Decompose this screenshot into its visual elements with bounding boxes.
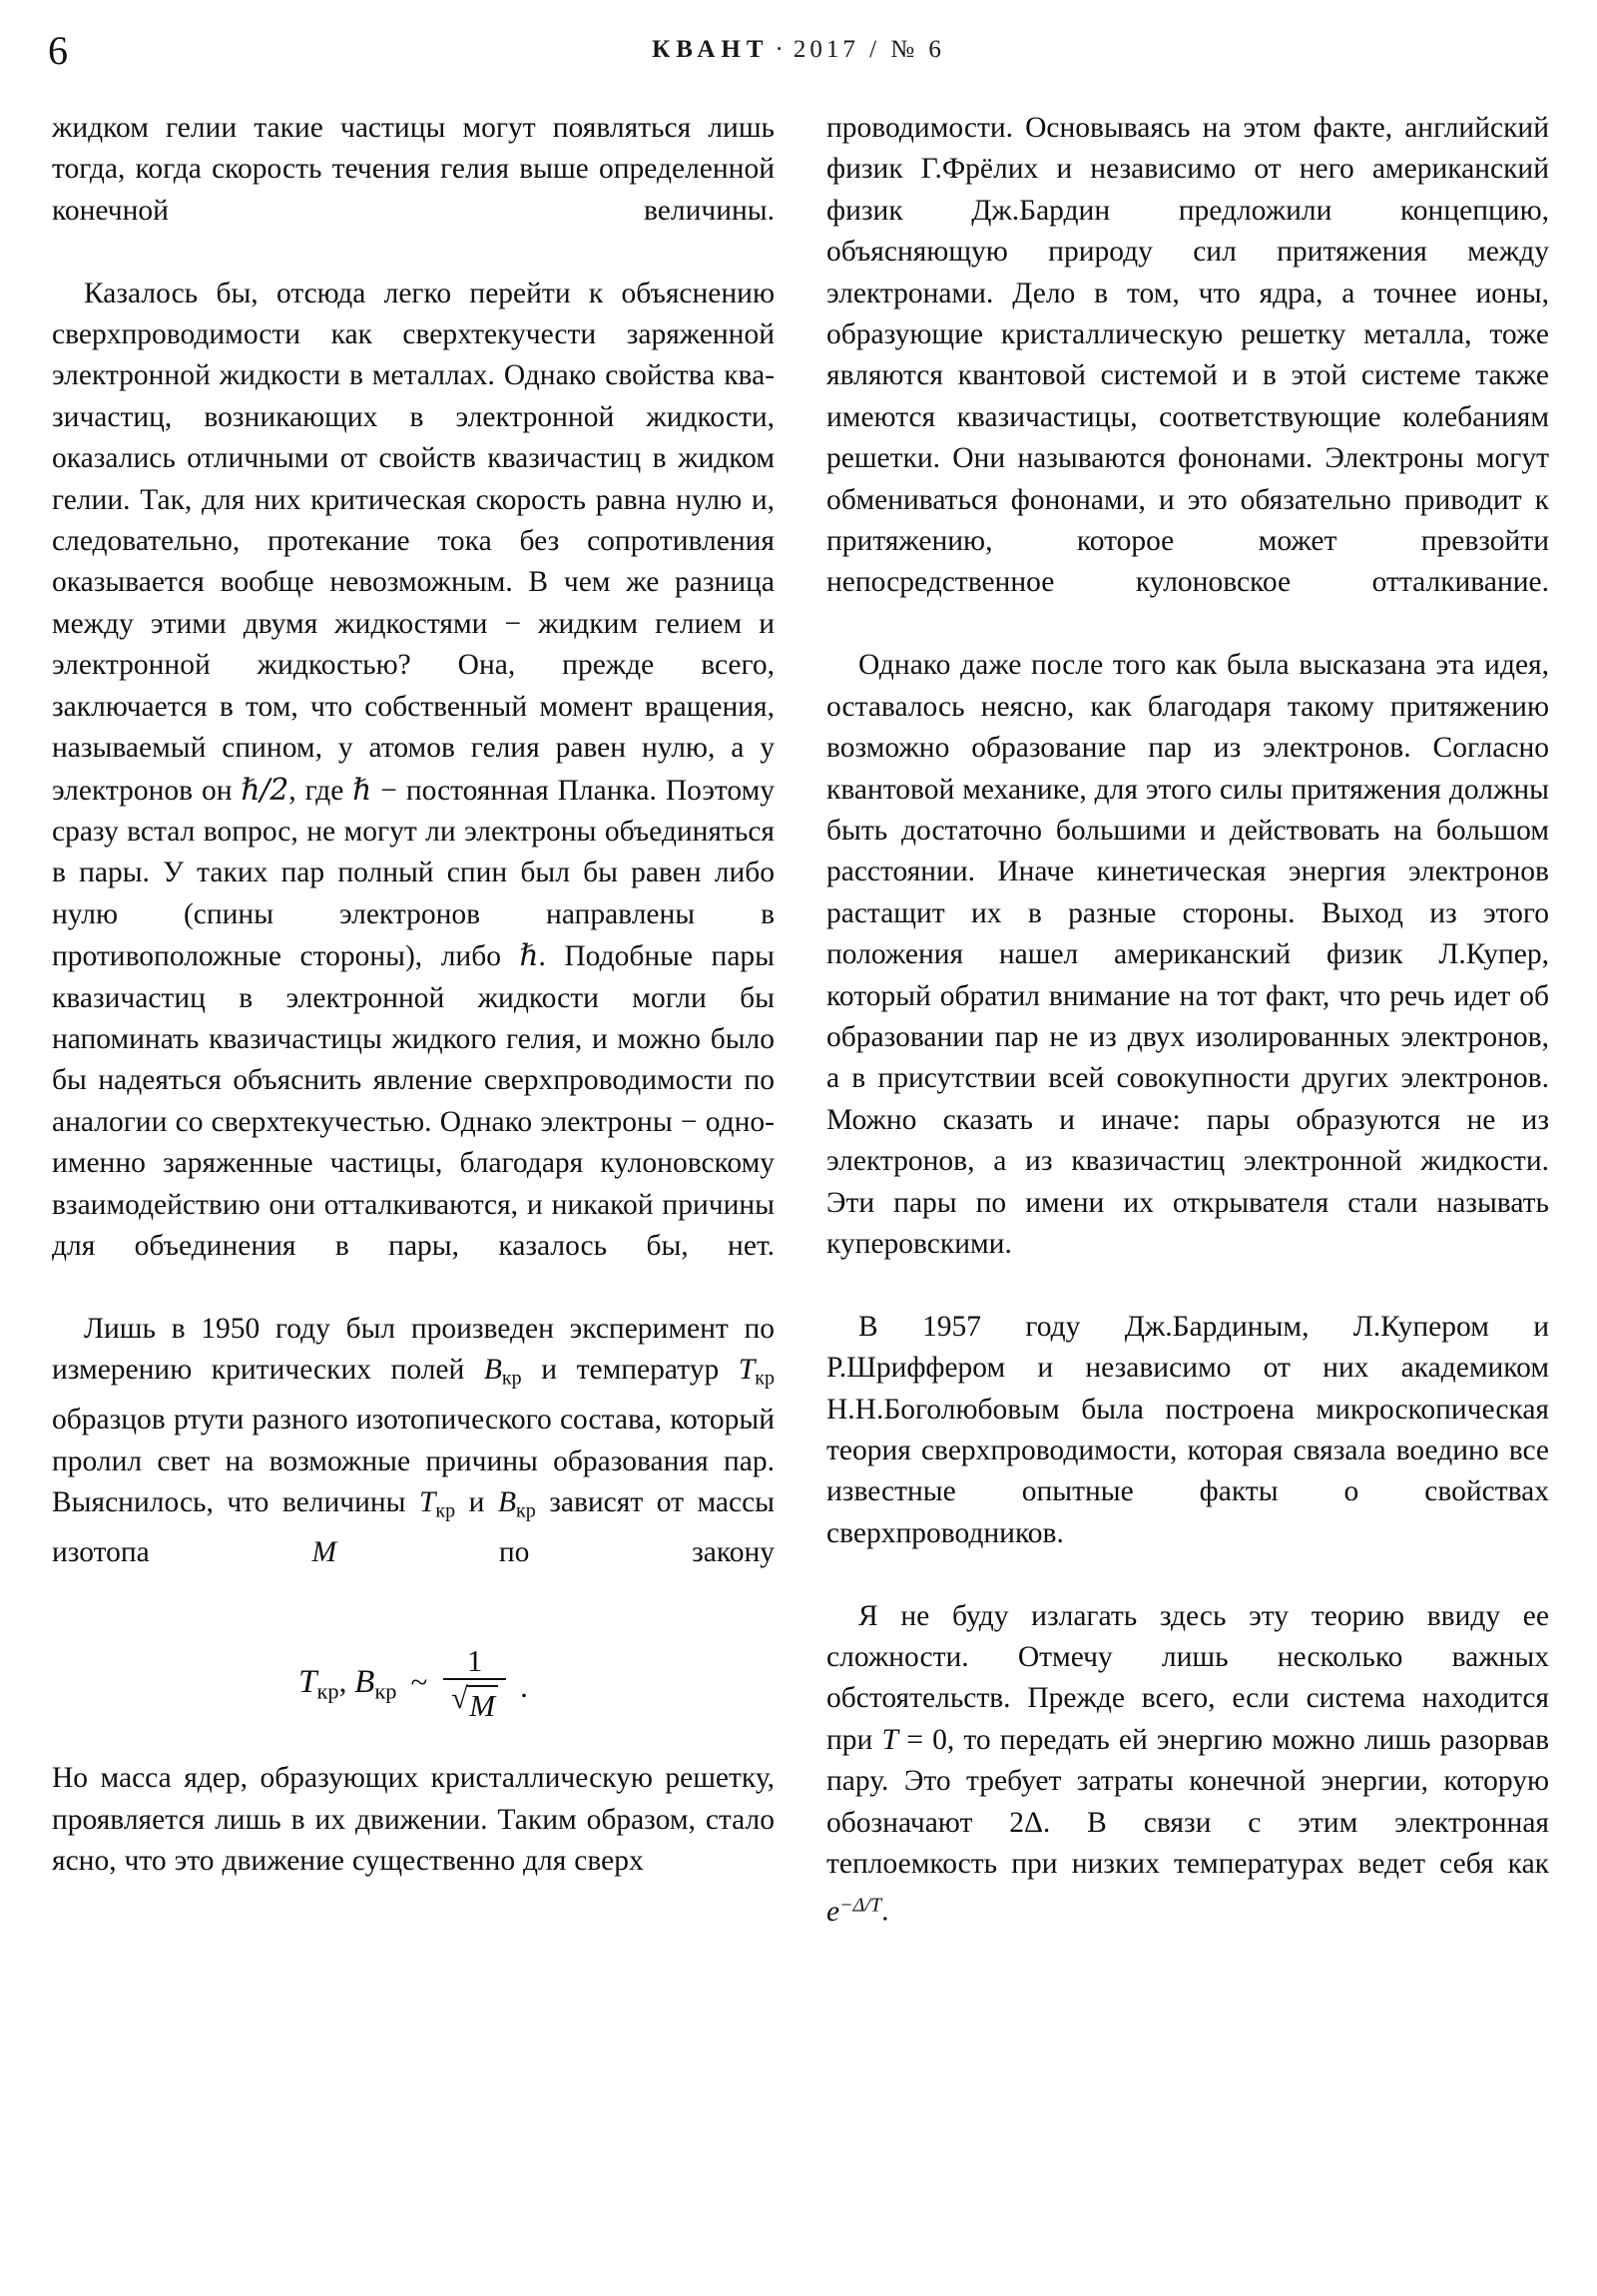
- square-root: [451, 1683, 498, 1724]
- paragraph-isotope-experiment: [52, 1309, 775, 1615]
- left-column: [52, 108, 775, 2264]
- math-zero: 0: [932, 1723, 947, 1756]
- math-hbar-2: ℏ: [519, 938, 539, 973]
- math-equals: =: [906, 1723, 924, 1756]
- experiment-lead-text: Лишь в 1950 году был произведен эксперимент по измерению критических полей: [52, 1312, 775, 1387]
- math-symbol: B: [483, 1354, 502, 1387]
- math-symbol: B: [354, 1663, 375, 1700]
- math-symbol: T: [881, 1723, 898, 1756]
- math-symbol: B: [497, 1486, 516, 1519]
- spin-clause: , где: [288, 774, 344, 807]
- math-B-kr-1: [483, 1354, 522, 1390]
- body-columns: [52, 108, 1549, 2264]
- math-B-kr-2: [497, 1486, 536, 1522]
- math-T-zero: [881, 1724, 946, 1756]
- math-T-kr-1: [738, 1354, 776, 1390]
- paragraph-superfluidity-analogy: [52, 274, 775, 1309]
- right-column: [826, 108, 1549, 2264]
- experiment-mid-3: и: [468, 1486, 485, 1519]
- paragraph-frohlich-bardeen: проводимости. Основываясь на этом факте, английский физик Г.Фрёлих и независимо от него американский физик Дж.Бардин предложили концепцию, объясняющую природу сил притяжения между электронами. Дело в том, что ядра, а точнее ионы, образующие кристаллическую решетку металла, тоже являются квантовой системой и в этой системе также имеются квазичастицы, соответствующие колебаниям решетки. Они называются фононами. Электроны могут обмениваться фононами, и это обязательно приводит к притяжению, которое может превзойти непосредственное кулоновское отталкивание.: [826, 112, 1549, 599]
- math-M: M: [311, 1536, 337, 1569]
- math-subscript: кр: [755, 1367, 776, 1390]
- display-equation: [298, 1642, 528, 1724]
- header-separator-dot: ·: [775, 36, 788, 63]
- math-symbol: T: [298, 1663, 317, 1700]
- math-hbar: ℏ: [352, 772, 372, 807]
- math-subscript: кр: [435, 1499, 456, 1522]
- energy-gap-text-2: , то передать ей энергию можно лишь разорвав пару. Это требует затраты конечной энергии, которую обозначают 2Δ. В связи с этим электронная теплоемкость при низких температурах ведет себя как: [826, 1723, 1550, 1881]
- radicand: M: [467, 1685, 498, 1724]
- journal-issue: 2017 / № 6: [793, 36, 945, 63]
- experiment-mid-5: по закону: [498, 1536, 775, 1569]
- paragraph-energy-gap: [826, 1596, 1549, 1934]
- pairs-repulsion-text: . Подобные пары квазичастиц в электронной жидкости могли бы напоминать квазичастицы жидкого гелия, и можно было бы надеяться объяснить явление сверхпроводимости по аналогии со сверхтекучестью. Однако электроны − одноименно заряженные частицы, благодаря кулоновскому взаимодействию они отталкиваются, и никакой причины для объединения в пары, казалось бы, нет.: [52, 940, 776, 1262]
- journal-header: [48, 32, 1549, 68]
- equation-lhs-T: [298, 1663, 339, 1703]
- math-symbol-e: e: [826, 1896, 840, 1929]
- math-T-kr-2: [418, 1486, 456, 1522]
- paragraph-bcs-theory: В 1957 году Дж.Бардиным, Л.Купером и Р.Шриффером и независимо от них академиком Н.Н.Боголюбовым была построена микроскопическая теория сверхпроводимости, которая связала воедино все известные опытные факты о свойствах сверхпроводников.: [826, 1310, 1549, 1549]
- experiment-mid-4: зависят от массы изотопа: [52, 1486, 776, 1569]
- fraction-denominator: [443, 1680, 506, 1724]
- equation-fraction: [443, 1642, 506, 1724]
- math-subscript: кр: [501, 1367, 522, 1390]
- equation-comma: ,: [338, 1663, 347, 1699]
- energy-gap-text-1: Я не буду излагать здесь эту теорию ввиду ее сложности. Отмечу лишь несколько важных обстоятельств. Прежде всего, если система находится при: [826, 1599, 1549, 1756]
- running-head: [48, 28, 1549, 74]
- equation-period: .: [520, 1669, 528, 1705]
- fraction-numerator: 1: [466, 1642, 483, 1678]
- paragraph-cooper-mechanism: Однако даже после того как была высказана эта идея, оставалось неясно, как благодаря такому притяжению возможно образование пар из электронов. Согласно квантовой механике, для этого силы притяжения должны быть достаточно большими и действовать на большом расстоянии. Иначе кинетическая энергия электронов растащит их в разные стороны. Выход из этого положения нашел американский физик Л.Купер, который обратил внимание на тот факт, что речь идет об образовании пар не из двух изолированных электронов, а в присутствии всей совокупности других электронов. Можно сказать и иначе: пары образуются не из электронов, а из квазичастиц электронной жидкости. Эти пары по имени их открывателя стали называть куперовскими.: [826, 649, 1549, 1260]
- math-subscript: кр: [515, 1499, 536, 1522]
- math-symbol: T: [418, 1486, 436, 1519]
- paragraph-continued-helium: жидком гелии такие частицы могут появляться лишь тогда, когда скорость течения гелия выше определенной конечной величины.: [52, 112, 775, 227]
- math-subscript: кр: [374, 1677, 397, 1703]
- experiment-mid-1: и температур: [541, 1354, 720, 1387]
- radical-sign: √: [451, 1682, 468, 1716]
- experiment-mid-2: образцов ртути разного изотопического состава, который пролил свет на возможные причины образования пар. Выяснилось, что величины: [52, 1404, 775, 1519]
- journal-title: КВАНТ: [652, 36, 770, 63]
- math-exponential: [826, 1896, 881, 1928]
- math-hbar-over-two: ℏ/2: [241, 772, 289, 807]
- spin-tail-text: − постоянная Планка. Поэтому сразу встал вопрос, не могут ли электроны объединяться в пары. У таких пар полный спин был бы равен либо нулю (спины электронов направлены в противоположные стороны), либо: [52, 774, 776, 973]
- math-subscript: кр: [316, 1677, 339, 1703]
- energy-gap-text-3: .: [881, 1896, 889, 1929]
- page-number: 6: [48, 28, 68, 73]
- paragraph-nuclei-mass: Но масса ядер, образующих кристаллическую решетку, проявляется лишь в их движении. Таким образом, стало ясно, что это движение существенно для сверх: [52, 1762, 775, 1877]
- display-equation-block: [52, 1642, 775, 1724]
- paragraph-text: Казалось бы, отсюда легко перейти к объяснению сверхпроводимости как сверхтекучести заряженной электронной жидкости в металлах. Однако свойства квазичастиц, возникающих в электронной жидкости, оказались отличными от свойств квазичастиц в жидком гелии. Так, для них критическая скорость равна нулю и, следовательно, протекание тока без сопротивления оказывается вообще невозможным. В чем же разница между этими двумя жидкостями − жидким гелием и электронной жидкостью? Она, прежде всего, заключается в том, что собственный момент вращения, называемый спином, у атомов гелия равен нулю, а у электронов он: [52, 277, 775, 807]
- equation-relation-sim: ~: [410, 1663, 428, 1699]
- math-exponent: −Δ/T: [839, 1894, 882, 1917]
- math-symbol: T: [738, 1354, 756, 1387]
- equation-lhs-B: [354, 1663, 397, 1703]
